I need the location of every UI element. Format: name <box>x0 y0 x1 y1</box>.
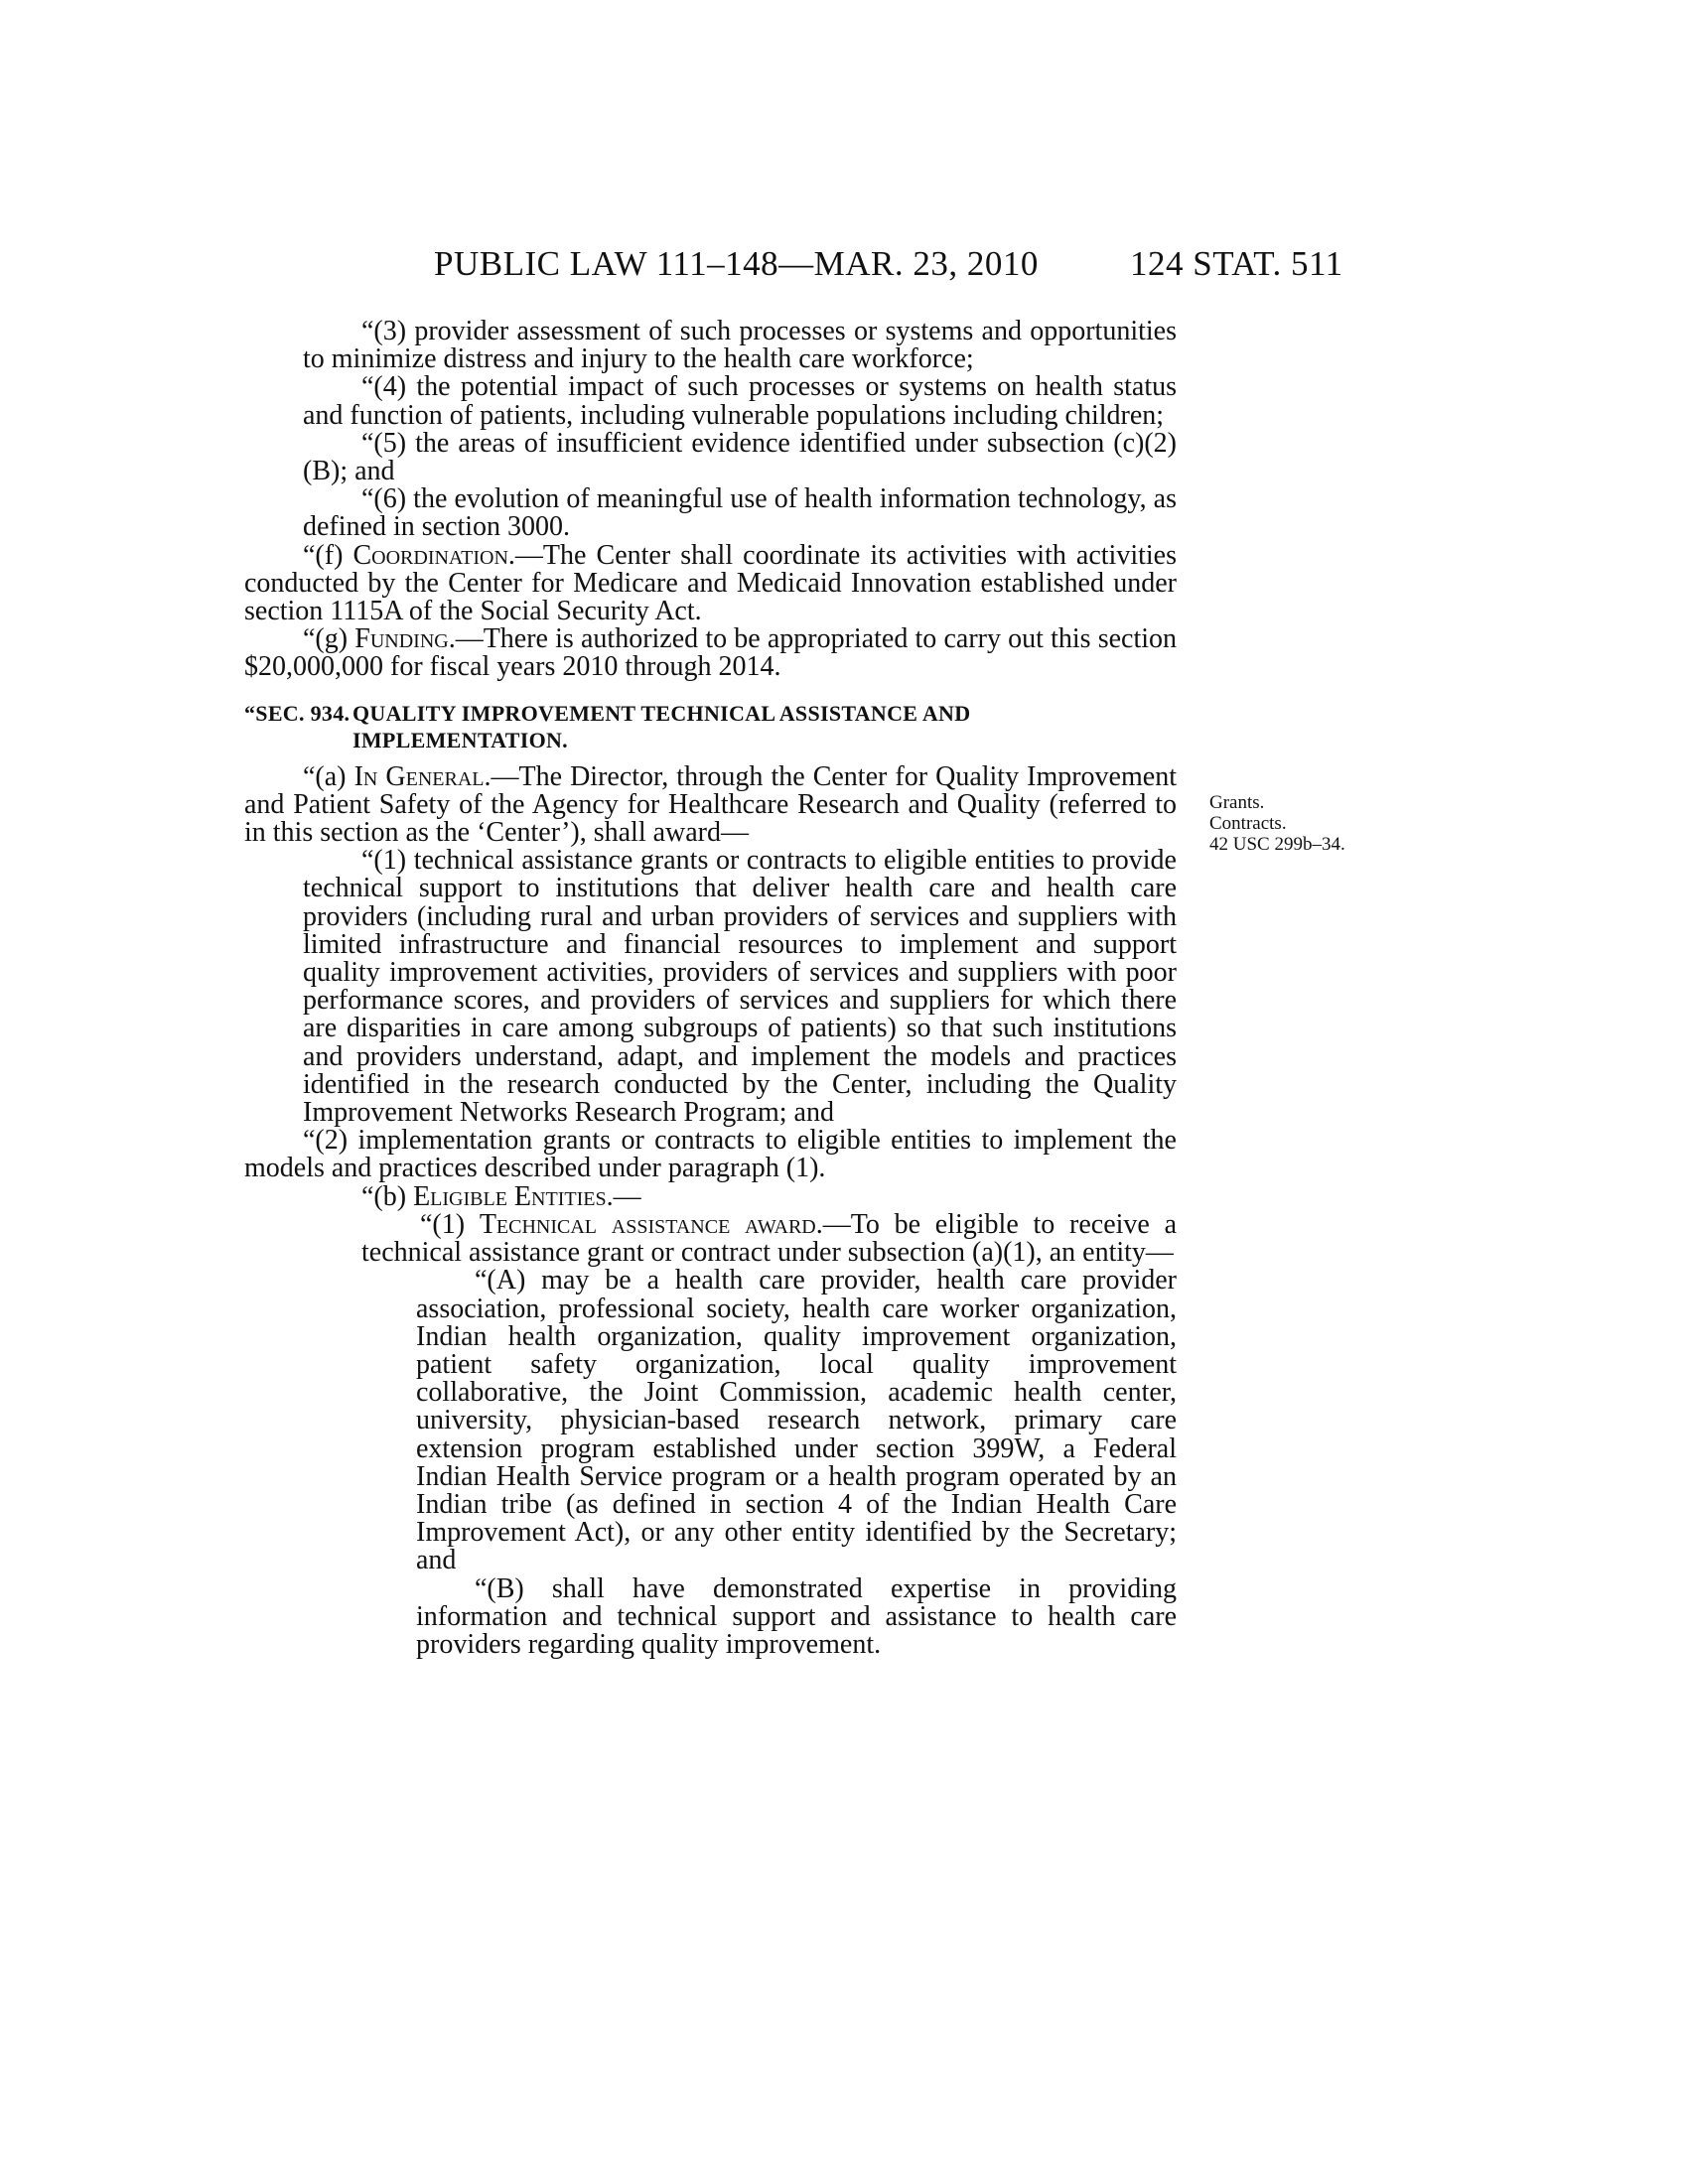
paragraph-6: “(6) the evolution of meaningful use of health information technology, as defined in section 3000. <box>303 483 1177 543</box>
margin-note-grants: Grants. <box>1209 792 1265 813</box>
subsection-a-text: .—The Director, through the Center for Quality Improvement and Patient Safety of the Agency for Healthcare Research and Quality (referred to in this section as the ‘Center’), shall award— <box>244 760 1177 849</box>
subsection-f-heading: Coordination <box>352 539 508 571</box>
page-header-stat: 124 STAT. 511 <box>1130 244 1343 283</box>
margin-note-contracts: Contracts. <box>1209 813 1287 834</box>
subsection-g <box>244 625 1177 681</box>
paragraph-a1: “(1) technical assistance grants or contracts to eligible entities to provide technical support to institutions that deliver health care and health care providers (including rural and urban providers of services and suppliers with limited infrastructure and financial resources to implement and support quality improvement activities, providers of services and suppliers with poor performance scores, and providers of services and suppliers for which there are disparities in care among subgroups of patients) so that such institutions and providers understand, adapt, and implement the models and practices identified in the research conducted by the Center, including the Quality Improvement Networks Research Program; and <box>303 845 1177 1129</box>
paragraph-a2-text: “(2) implementation grants or contracts to eligible entities to implement the models and practices described under paragraph (1). <box>244 1125 1177 1184</box>
subsection-a <box>244 760 1177 849</box>
subsection-f <box>244 539 1177 627</box>
document-body <box>244 316 1178 1660</box>
paragraph-b1-heading: Technical assistance award <box>479 1208 816 1240</box>
page-header-title: PUBLIC LAW 111–148—MAR. 23, 2010 <box>434 244 1039 283</box>
section-heading <box>244 700 1177 753</box>
subsection-b-prefix: “(b) <box>361 1180 414 1212</box>
margin-notes <box>1209 792 1345 855</box>
margin-note-usc: 42 USC 299b–34. <box>1209 834 1345 855</box>
subsection-g-heading: Funding <box>354 623 449 655</box>
paragraph-4: “(4) the potential impact of such processes or systems on health status and function of patients, including vulnerable populations including children; <box>303 371 1177 431</box>
paragraph-b1 <box>361 1208 1177 1269</box>
paragraph-b1-prefix: “(1) <box>420 1208 480 1240</box>
subparagraph-B: “(B) shall have demonstrated expertise in providing information and technical support and assistance to health care providers regarding quality improvement. <box>416 1572 1177 1660</box>
subsection-g-prefix: “(g) <box>303 623 355 655</box>
section-title: QUALITY IMPROVEMENT TECHNICAL ASSISTANCE AND IMPLEMENTATION. <box>352 700 971 752</box>
subsection-b-text: .— <box>606 1180 641 1212</box>
subsection-a-heading: In General <box>353 760 485 792</box>
subparagraph-A: “(A) may be a health care provider, health care provider association, professional society, health care worker organization, Indian health organization, quality improvement organization, patient safety organization, local quality improvement collaborative, the Joint Commission, academic health center, university, physician-based research network, primary care extension program established under section 399W, a Federal Indian Health Service program or a health program operated by an Indian tribe (as defined in section 4 of the Indian Health Care Improvement Act), or any other entity identified by the Secretary; and <box>416 1265 1177 1576</box>
subsection-b <box>303 1180 1177 1212</box>
subsection-b-heading: Eligible Entities <box>413 1180 607 1212</box>
subsection-f-text: .—The Center shall coordinate its activities with activities conducted by the Center for Medicare and Medicaid Innovation established under section 1115A of the Social Security Act. <box>244 539 1177 627</box>
paragraph-5: “(5) the areas of insufficient evidence identified under subsection (c)(2)(B); and <box>303 427 1177 487</box>
paragraph-a2 <box>244 1127 1177 1182</box>
subsection-a-prefix: “(a) <box>303 760 354 792</box>
page-header <box>0 244 1688 294</box>
section-number: “SEC. 934. <box>244 700 351 726</box>
subsection-g-text: .—There is authorized to be appropriated to carry out this section $20,000,000 for fiscal years 2010 through 2014. <box>244 623 1178 683</box>
paragraph-3: “(3) provider assessment of such processes or systems and opportunities to minimize distress and injury to the health care workforce; <box>303 316 1177 375</box>
subsection-f-prefix: “(f) <box>303 539 353 571</box>
paragraph-b1-text: .—To be eligible to receive a technical assistance grant or contract under subsection (a)(1), an entity— <box>361 1208 1177 1269</box>
